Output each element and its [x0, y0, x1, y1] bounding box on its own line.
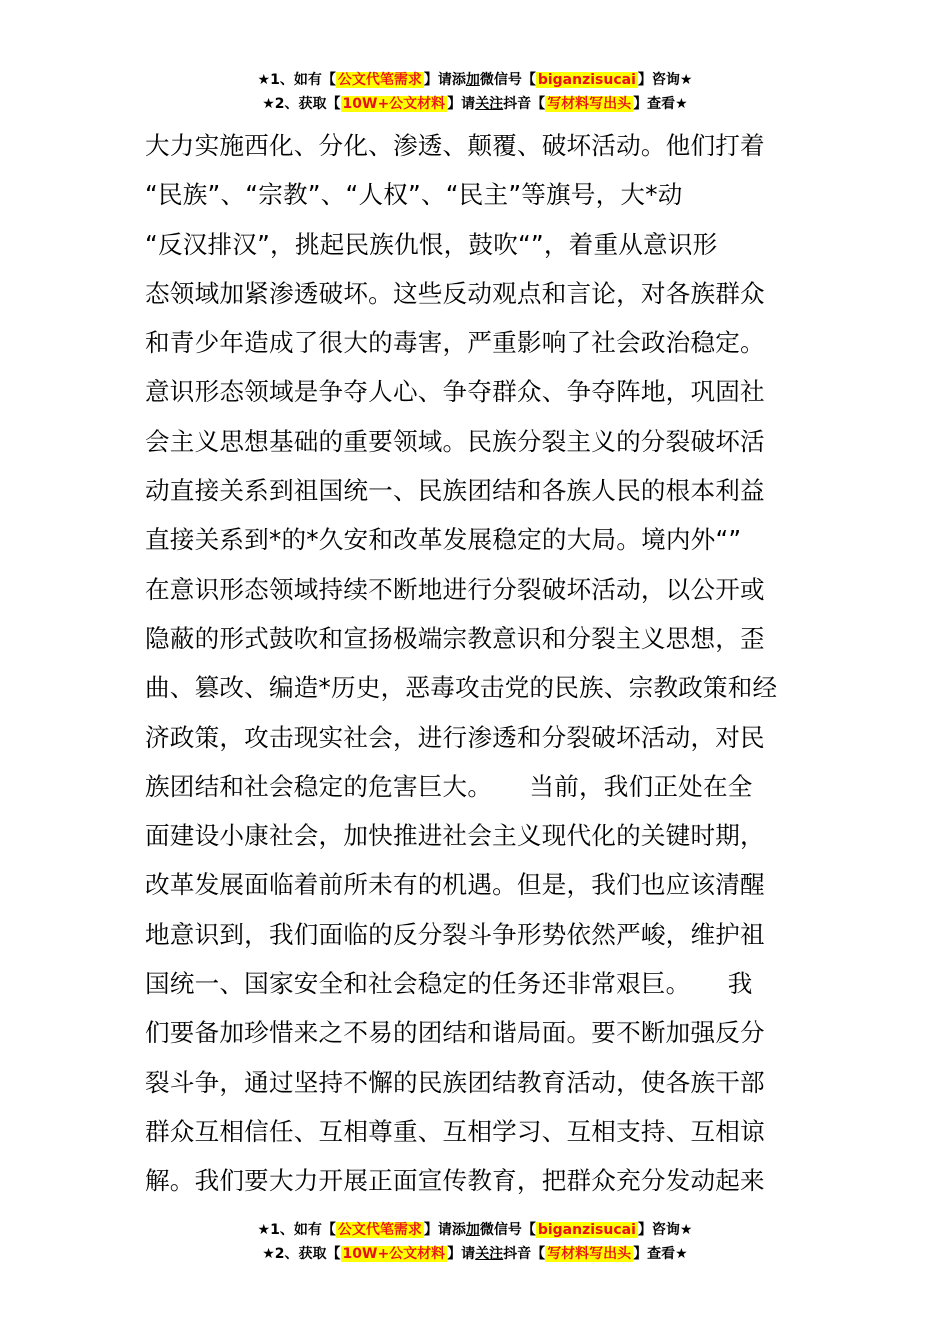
body-line: 和青少年造成了很大的毒害，严重影响了社会政治稳定。	[145, 328, 765, 358]
footer-line-2: ★2、获取【 10W+公文材料 】请关注抖音【 写材料写出头 】查看★	[262, 1246, 688, 1262]
body-line: 济政策，攻击现实社会，进行渗透和分裂破坏活动，对民	[145, 722, 765, 752]
body-line: 地意识到，我们面临的反分裂斗争形势依然严峻，维护祖	[145, 919, 765, 949]
body-line: 裂斗争，通过坚持不懈的民族团结教育活动，使各族干部	[145, 1067, 765, 1097]
highlight-service: 公文代笔需求	[337, 72, 422, 88]
highlight-materials: 10W+公文材料	[342, 1246, 446, 1262]
body-line: 解。我们要大力开展正面宣传教育，把群众充分发动起来	[145, 1166, 765, 1196]
header-line-2: ★2、获取【 10W+公文材料 】请关注抖音【 写材料写出头 】查看★	[262, 96, 688, 112]
body-line: 群众互相信任、互相尊重、互相学习、互相支持、互相谅	[145, 1116, 765, 1146]
highlight-douyin-account: 写材料写出头	[547, 96, 632, 112]
body-line: 在意识形态领域持续不断地进行分裂破坏活动，以公开或	[145, 574, 765, 604]
body-line: 直接关系到*的*久安和改革发展稳定的大局。境内外“”	[145, 525, 742, 555]
body-line: “反汉排汉”，挑起民族仇恨，鼓吹“”，着重从意识形	[145, 229, 718, 259]
body-line: 族团结和社会稳定的危害巨大。 当前，我们正处在全	[145, 771, 753, 801]
body-line: 曲、篡改、编造*历史，恶毒攻击党的民族、宗教政策和经	[145, 673, 778, 703]
body-line: “民族”、“宗教”、“人权”、“民主”等旗号，大*动	[145, 180, 683, 210]
body-line: 改革发展面临着前所未有的机遇。但是，我们也应该清醒	[145, 870, 765, 900]
highlight-douyin-account: 写材料写出头	[547, 1246, 632, 1262]
body-line: 动直接关系到祖国统一、民族团结和各族人民的根本利益	[145, 476, 765, 506]
body-line: 会主义思想基础的重要领域。民族分裂主义的分裂破坏活	[145, 426, 765, 456]
body-line: 大力实施西化、分化、渗透、颠覆、破坏活动。他们打着	[145, 131, 765, 160]
body-line: 意识形态领域是争夺人心、争夺群众、争夺阵地，巩固社	[145, 377, 765, 407]
body-line: 面建设小康社会，加快推进社会主义现代化的关键时期，	[145, 821, 765, 851]
document-body	[145, 121, 815, 1206]
highlight-wechat-id: biganzisucai	[537, 1222, 636, 1238]
footer-banner	[0, 1218, 950, 1266]
highlight-materials: 10W+公文材料	[342, 96, 446, 112]
body-line: 国统一、国家安全和社会稳定的任务还非常艰巨。 我	[145, 969, 753, 999]
header-line-1: ★1、如有【 公文代笔需求 】请添加微信号【 biganzisucai 】咨询★	[257, 72, 693, 88]
footer-line-1: ★1、如有【 公文代笔需求 】请添加微信号【 biganzisucai 】咨询★	[257, 1222, 693, 1238]
body-line: 们要备加珍惜来之不易的团结和谐局面。要不断加强反分	[145, 1018, 765, 1048]
highlight-service: 公文代笔需求	[337, 1222, 422, 1238]
body-line: 隐蔽的形式鼓吹和宣扬极端宗教意识和分裂主义思想，歪	[145, 623, 765, 653]
header-banner	[0, 68, 950, 116]
highlight-wechat-id: biganzisucai	[537, 72, 636, 88]
body-line: 态领域加紧渗透破坏。这些反动观点和言论，对各族群众	[145, 278, 765, 308]
